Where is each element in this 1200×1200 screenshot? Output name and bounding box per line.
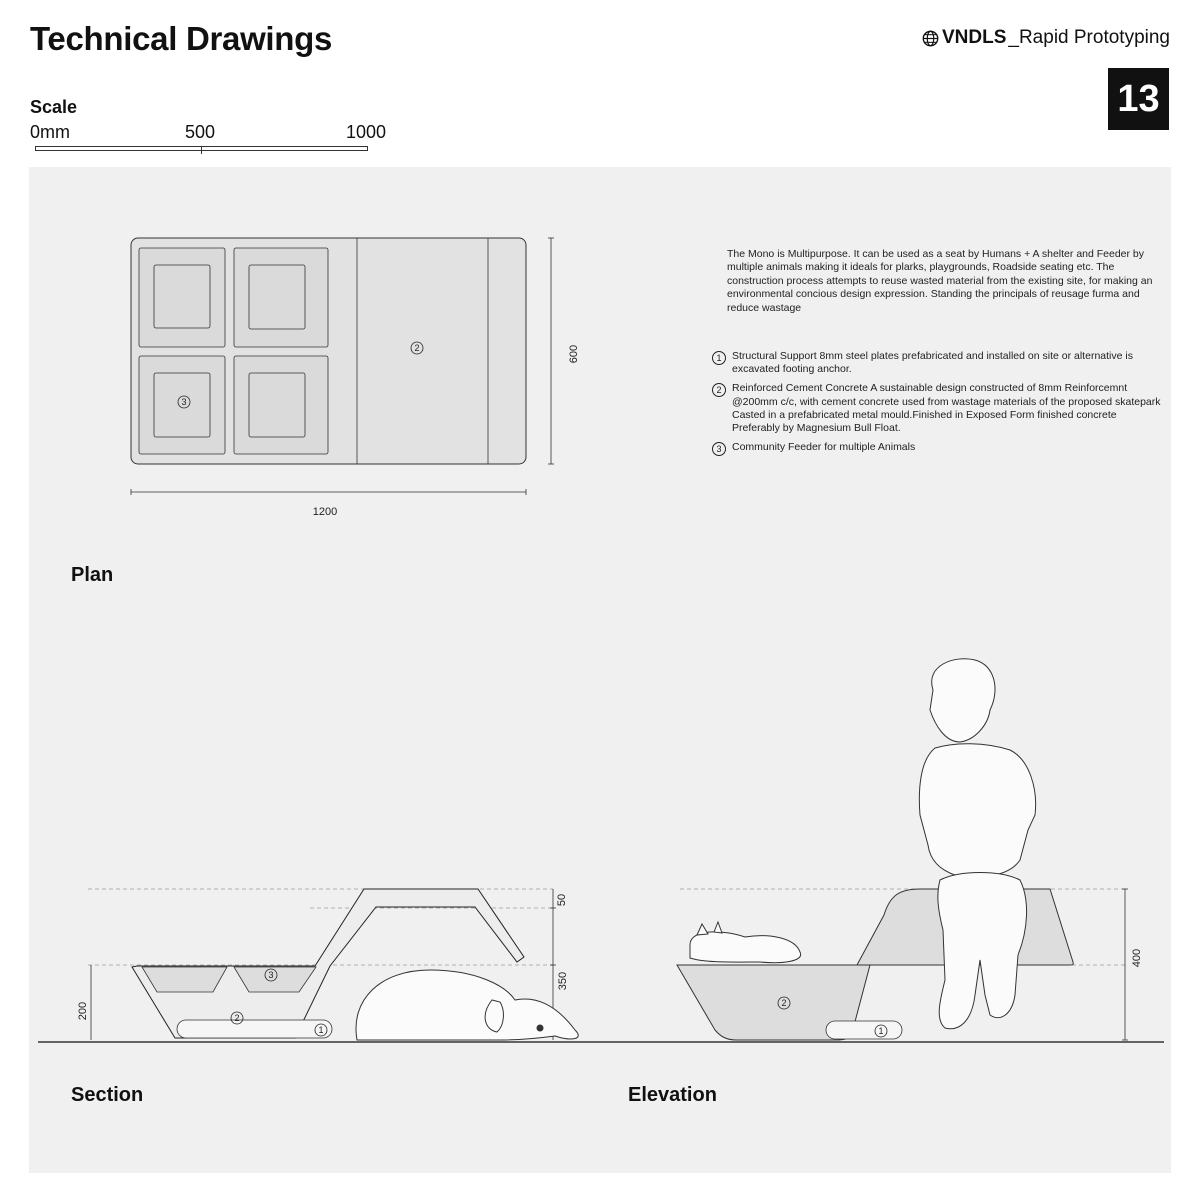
svg-text:3: 3 — [181, 397, 187, 407]
section-label: Section — [71, 1084, 144, 1106]
note-item-3 — [712, 441, 1162, 456]
section-dim-200: 200 — [77, 1001, 89, 1021]
sheet-number-badge: 13 — [1108, 68, 1169, 130]
cat-illustration — [690, 922, 801, 963]
plan-width-dimension — [131, 489, 526, 495]
note-text-2: Reinforced Cement Concrete A sustainable design constructed of 8mm Reinforcemnt @200mm c/c, with cement concrete used from wastage materials of the proposed skatepark Casted in a prefabricated metal mould.Finished in Exposed Form finished concrete Preferably by Magnesium Bull Float. — [732, 382, 1161, 435]
section-footing — [177, 1020, 332, 1038]
svg-text:3: 3 — [268, 970, 274, 980]
elevation-label: Elevation — [628, 1084, 717, 1106]
note-marker-2: 2 — [712, 383, 726, 397]
note-text-3: Community Feeder for multiple Animals — [732, 441, 916, 454]
note-text-1: Structural Support 8mm steel plates prefabricated and installed on site or alternative is excavated footing anchor. — [732, 350, 1133, 376]
material-notes-list — [712, 350, 1162, 462]
scale-tick-1000: 1000 — [346, 122, 387, 142]
note-marker-3: 3 — [712, 442, 726, 456]
note-item-1 — [712, 350, 1162, 376]
svg-text:2: 2 — [414, 343, 420, 353]
scale-tick-500: 500 — [185, 122, 216, 142]
scale-tick-0: 0mm — [30, 122, 70, 142]
plan-width-label: 1200 — [312, 506, 338, 518]
plan-depth-label: 600 — [568, 344, 580, 364]
section-dim-50: 50 — [556, 893, 568, 907]
design-description: The Mono is Multipurpose. It can be used as a seat by Humans + A shelter and Feeder by multiple animals making it ideals for plarks, playgrounds, Roadside seating etc. The construction process attempts to reuse wasted material from the existing site, for making an environmental concious design expression. Standing the principals of reusage furma and reduce wastage — [727, 248, 1153, 314]
brand-name: VNDLS — [941, 27, 1007, 48]
page-title: Technical Drawings — [30, 20, 333, 57]
svg-text:1: 1 — [878, 1026, 884, 1036]
child-figure-illustration — [919, 659, 1035, 1029]
brand-subtitle: _Rapid Prototyping — [1008, 27, 1170, 48]
plan-depth-dimension — [548, 238, 554, 464]
dog-illustration — [356, 970, 578, 1040]
elevation-footing — [826, 1021, 902, 1039]
svg-text:2: 2 — [781, 998, 787, 1008]
elevation-view — [677, 659, 1143, 1040]
note-marker-1: 1 — [712, 351, 726, 365]
elevation-dim-400: 400 — [1131, 948, 1143, 968]
plan-label: Plan — [71, 564, 114, 586]
svg-text:2: 2 — [234, 1013, 240, 1023]
svg-text:1: 1 — [318, 1025, 324, 1035]
plan-view — [131, 238, 580, 518]
scale-label: Scale — [30, 97, 78, 117]
note-item-2 — [712, 382, 1162, 435]
section-dim-350: 350 — [557, 971, 569, 991]
